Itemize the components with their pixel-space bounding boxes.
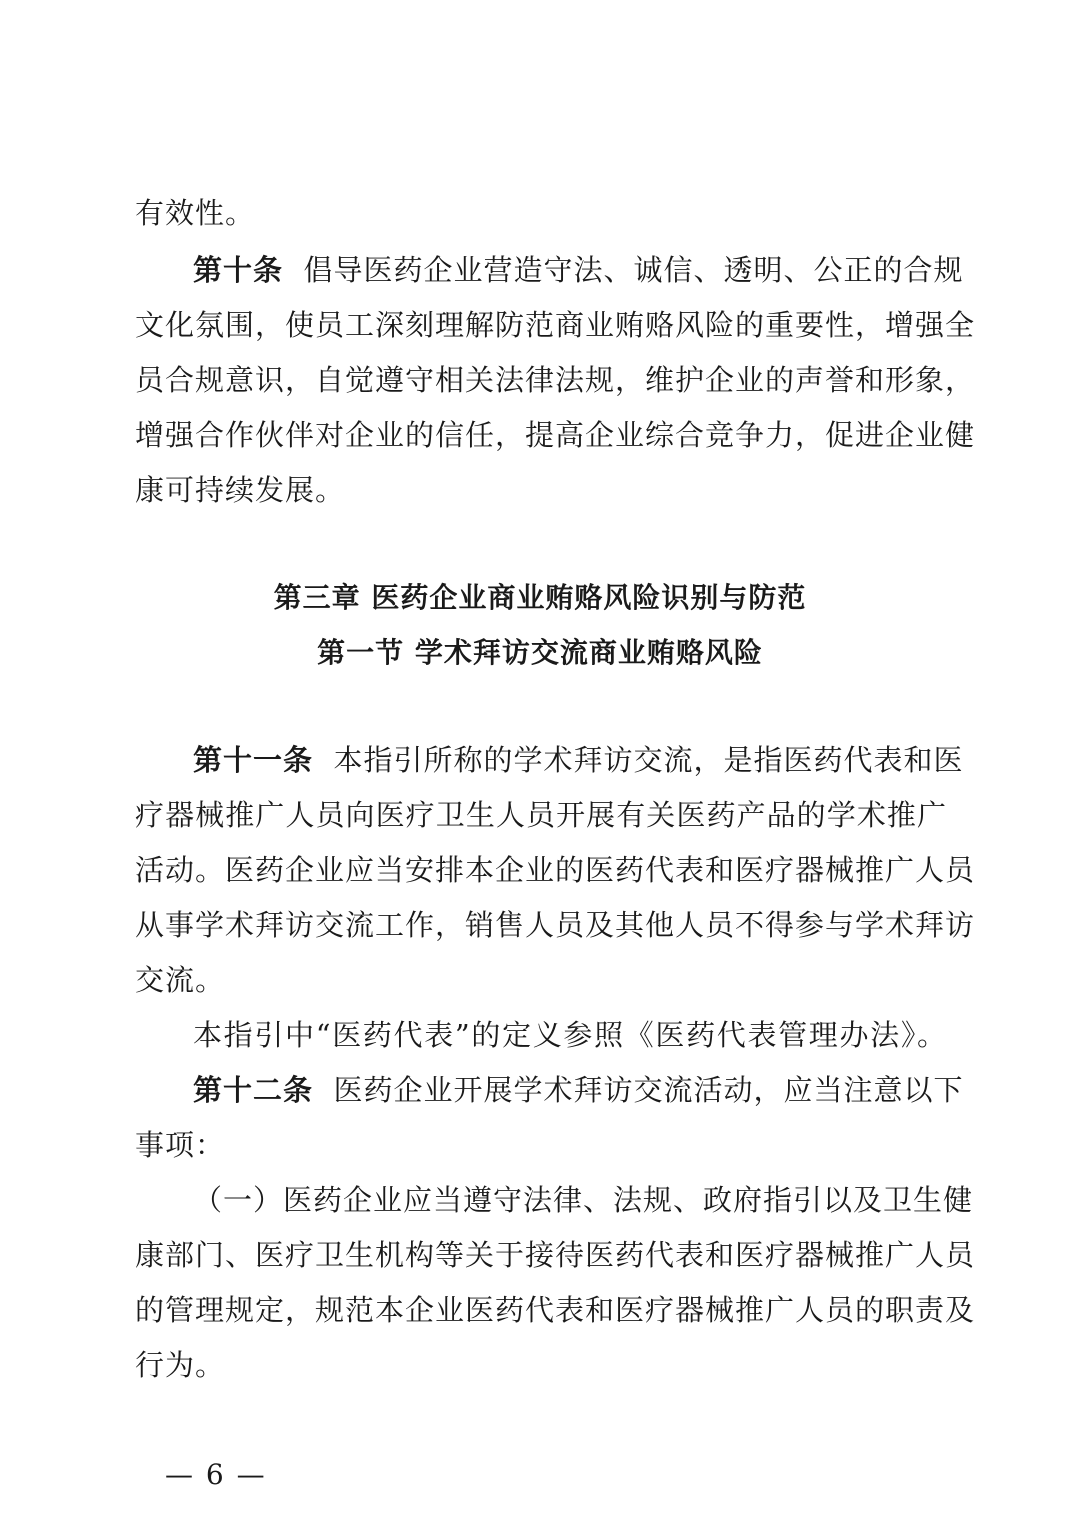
text-line: 交流。 (135, 963, 226, 997)
article-11-first-line (193, 740, 964, 780)
section-heading: 第一节 学术拜访交流商业贿赂风险 (317, 636, 763, 669)
text-line: 康可持续发展。 (135, 473, 346, 507)
text-line: 事项： (135, 1128, 226, 1162)
article-10-label: 第十条 (193, 253, 284, 287)
text-line: 活动。医药企业应当安排本企业的医药代表和医疗器械推广人员 (135, 853, 976, 887)
text-line: 从事学术拜访交流工作，销售人员及其他人员不得参与学术拜访 (135, 908, 976, 942)
article-12-text: 医药企业开展学术拜访交流活动，应当注意以下 (333, 1073, 964, 1107)
article-10-first-line (193, 250, 964, 290)
list-item-1-first-line: （一）医药企业应当遵守法律、法规、政府指引以及卫生健 (193, 1183, 974, 1217)
article-11-text: 本指引所称的学术拜访交流，是指医药代表和医 (333, 743, 964, 777)
text-line: 有效性。 (135, 196, 256, 230)
text-line: 行为。 (135, 1348, 226, 1382)
text-line: 文化氛围，使员工深刻理解防范商业贿赂风险的重要性，增强全 (135, 308, 976, 342)
text-line: 增强合作伙伴对企业的信任，提高企业综合竞争力，促进企业健 (135, 418, 976, 452)
text-line: 康部门、医疗卫生机构等关于接待医药代表和医疗器械推广人员 (135, 1238, 976, 1272)
article-11-label: 第十一条 (193, 743, 314, 777)
text-line: 疗器械推广人员向医疗卫生人员开展有关医药产品的学术推广 (135, 798, 947, 832)
article-11-note: 本指引中“医药代表”的定义参照《医药代表管理办法》。 (193, 1018, 947, 1052)
text-line: 的管理规定，规范本企业医药代表和医疗器械推广人员的职责及 (135, 1293, 976, 1327)
page-number: — 6 — (165, 1458, 267, 1491)
article-10-text: 倡导医药企业营造守法、诚信、透明、公正的合规 (303, 253, 964, 287)
chapter-heading: 第三章 医药企业商业贿赂风险识别与防范 (273, 581, 807, 614)
article-12-label: 第十二条 (193, 1073, 314, 1107)
article-12-first-line (193, 1070, 964, 1110)
text-line: 员合规意识，自觉遵守相关法律法规，维护企业的声誉和形象， (135, 363, 976, 397)
